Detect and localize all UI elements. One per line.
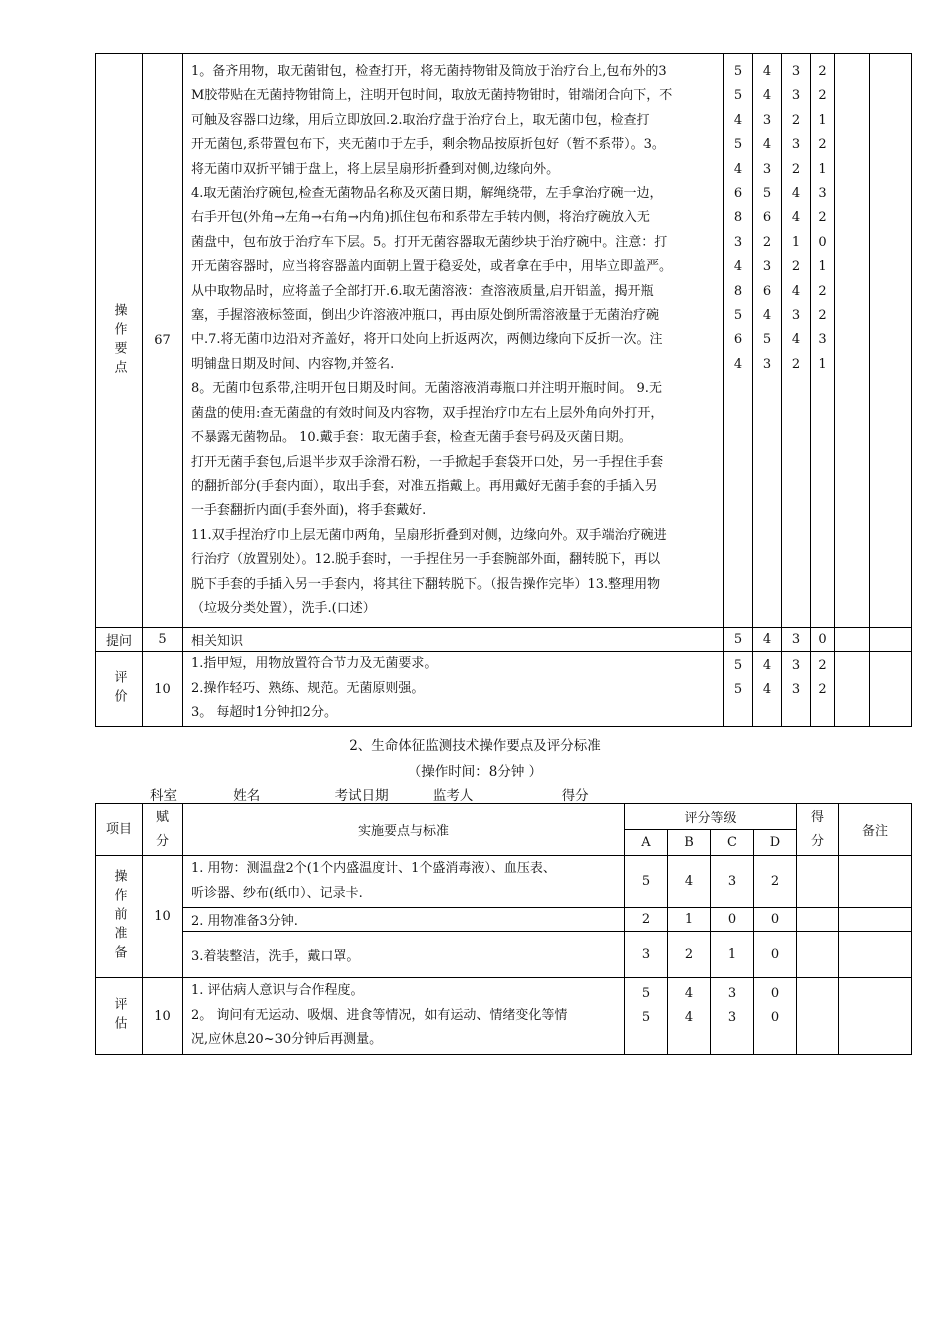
grade-value: 5 xyxy=(733,308,743,324)
grade-value: 4 xyxy=(733,259,743,275)
score-field[interactable] xyxy=(589,789,633,804)
grade-value: 1 xyxy=(711,932,754,978)
remark-cell[interactable] xyxy=(870,652,912,727)
grade-value: 2 xyxy=(625,908,668,932)
text-line: 菌盘的使用:查无菌盘的有效时间及内容物，双手捏治疗巾左右上层外角向外打开， xyxy=(191,405,664,421)
grade-value: 3 xyxy=(818,332,827,348)
grade-value: 5 xyxy=(733,64,743,79)
item-label: 操作要点 xyxy=(111,302,127,379)
grade-value: 4 xyxy=(791,186,801,202)
grade-value: 5 xyxy=(641,1010,651,1026)
grade-value: 3 xyxy=(791,658,801,673)
text-line: 2.操作轻巧、熟练、规范。无菌原则强。 xyxy=(191,680,425,696)
remark-cell[interactable] xyxy=(839,856,912,908)
name-field[interactable] xyxy=(260,789,330,804)
grade-value: 1 xyxy=(818,112,827,128)
grade-value: 4 xyxy=(762,682,772,698)
grade-d-cell xyxy=(811,652,835,727)
text-line: 一手套翻折内面(手套外面)，将手套戴好. xyxy=(191,503,427,519)
item-cell xyxy=(96,54,143,628)
text-line: 3。 每超时1分钟扣2分。 xyxy=(191,705,337,721)
text-line: 将无菌巾双折平铺于盘上，将上层呈扇形折叠到对侧,边缘向外。 xyxy=(191,161,560,177)
grade-value: 3 xyxy=(791,308,801,324)
text-line: 的翻折部分(手套内面），取出手套，对准五指戴上。再用戴好无菌手套的手插入另 xyxy=(191,478,658,494)
grade-value: 3 xyxy=(791,88,801,104)
grade-value: 3 xyxy=(782,628,811,652)
text-line: 可触及容器口边缘，用后立即放回.2.取治疗盘于治疗台上，取无菌巾包，检查打 xyxy=(191,112,650,128)
text-line: （垃圾分类处置），洗手.(口述） xyxy=(191,600,376,616)
text-line: 明铺盘日期及时间、内容物,并签名. xyxy=(191,356,395,372)
table-row xyxy=(96,932,912,978)
dept-label: 科室 xyxy=(150,788,177,804)
grade-value: 0 xyxy=(770,986,780,1001)
item-cell xyxy=(96,652,143,727)
points-cell: 10 xyxy=(143,978,183,1055)
content-cell: 3.着装整洁，洗手，戴口罩。 xyxy=(183,932,625,978)
text-line: 打开无菌手套包,后退半步双手涂滑石粉，一手掀起手套袋开口处，另一手捏住手套 xyxy=(191,454,664,470)
text-line: 从中取物品时，应将盖子全部打开.6.取无菌溶液：查溶液质量,启开铝盖，揭开瓶 xyxy=(191,283,654,299)
grade-value: 6 xyxy=(762,283,772,299)
grade-value: 2 xyxy=(791,259,801,275)
grade-value: 1 xyxy=(791,234,801,250)
grade-value: 4 xyxy=(791,332,801,348)
grade-c-cell xyxy=(782,54,811,628)
grade-d-cell xyxy=(754,978,797,1055)
score-cell[interactable] xyxy=(835,54,870,628)
grade-a-cell xyxy=(724,54,753,628)
grade-value: 3 xyxy=(762,161,772,177)
text-line: 1。备齐用物，取无菌钳包，检查打开，将无菌持物钳及筒放于治疗台上,包布外的3 xyxy=(191,64,667,79)
points-cell: 10 xyxy=(143,856,183,978)
grade-value: 2 xyxy=(818,64,827,79)
grade-a-cell xyxy=(625,978,668,1055)
grade-value: 5 xyxy=(625,856,668,908)
examiner-label: 监考人 xyxy=(432,788,474,804)
grade-value: 2 xyxy=(818,137,827,153)
item-cell xyxy=(96,978,143,1055)
remark-cell[interactable] xyxy=(839,978,912,1055)
text-line: 菌盘中，包布放于治疗车下层。5。打开无菌容器取无菌纱块于治疗碗中。注意：打 xyxy=(191,234,668,250)
grade-value: 8 xyxy=(733,210,743,226)
text-line: 脱下手套的手插入另一手套内，将其往下翻转脱下。（报告操作完毕）13.整理用物 xyxy=(191,576,661,592)
grade-b-cell xyxy=(753,54,782,628)
table-aseptic-technique xyxy=(95,53,912,727)
text-line: 中.7.将无菌巾边沿对齐盖好，将开口处向上折返两次，两侧边缘向下反折一次。注 xyxy=(191,332,663,348)
grade-value: 5 xyxy=(733,88,743,104)
grade-value: 3 xyxy=(818,186,827,202)
grade-value: 4 xyxy=(733,112,743,128)
header-points: 赋分 xyxy=(143,804,183,856)
grade-value: 4 xyxy=(668,856,711,908)
grade-value: 4 xyxy=(733,356,743,372)
header-grade-c: C xyxy=(711,830,754,856)
grade-value: 5 xyxy=(733,137,743,153)
date-field[interactable] xyxy=(389,789,429,804)
grade-value: 2 xyxy=(818,682,827,698)
grade-value: 5 xyxy=(733,682,743,698)
grade-d-cell xyxy=(811,54,835,628)
header-score: 得分 xyxy=(797,804,839,856)
text-line: 况,应休息20~30分钟后再测量。 xyxy=(191,1032,383,1048)
points-cell: 10 xyxy=(143,652,183,727)
info-line xyxy=(150,784,633,804)
item-label: 评估 xyxy=(111,997,127,1035)
text-line: 开无菌容器时，应当将容器盖内面朝上置于稳妥处，或者拿在手中，用毕立即盖严。 xyxy=(191,259,673,275)
text-line: 11.双手捏治疗巾上层无菌巾两角，呈扇形折叠到对侧，边缘向外。双手端治疗碗进 xyxy=(191,527,667,543)
score-cell[interactable] xyxy=(835,652,870,727)
header-grade: 评分等级 xyxy=(625,804,797,830)
table-row xyxy=(96,652,912,727)
grade-value: 2 xyxy=(754,856,797,908)
header-remark: 备注 xyxy=(839,804,912,856)
grade-value: 2 xyxy=(668,932,711,978)
grade-value: 3 xyxy=(711,856,754,908)
remark-cell[interactable] xyxy=(839,932,912,978)
grade-value: 5 xyxy=(762,186,772,202)
remark-cell[interactable] xyxy=(839,908,912,932)
score-cell[interactable] xyxy=(835,628,870,652)
grade-value: 1 xyxy=(668,908,711,932)
examiner-field[interactable] xyxy=(473,789,557,804)
grade-value: 3 xyxy=(791,682,801,698)
grade-value: 1 xyxy=(818,161,827,177)
text-line: 听诊器、纱布(纸巾）、记录卡. xyxy=(191,885,363,901)
grade-value: 5 xyxy=(762,332,772,348)
header-row xyxy=(96,804,912,830)
grade-value: 0 xyxy=(811,628,835,652)
grade-value: 2 xyxy=(818,308,827,324)
text-line: 4.取无菌治疗碗包,检查无菌物品名称及灭菌日期，解绳绕带，左手拿治疗碗一边， xyxy=(191,186,663,202)
text-line: 行治疗（放置别处）。12.脱手套时，一手捏住另一手套腕部外面，翻转脱下，再以 xyxy=(191,552,661,568)
text-line: 8。无菌巾包系带,注明开包日期及时间。无菌溶液消毒瓶口并注明开瓶时间。 9.无 xyxy=(191,381,662,397)
grade-value: 2 xyxy=(818,283,827,299)
grade-value: 3 xyxy=(625,932,668,978)
score-cell[interactable] xyxy=(797,908,839,932)
grade-value: 1 xyxy=(818,259,827,275)
remark-cell[interactable] xyxy=(870,54,912,628)
item-label: 评价 xyxy=(111,670,127,708)
grade-value: 4 xyxy=(684,986,694,1001)
content-cell: 2. 用物准备3分钟. xyxy=(183,908,625,932)
content-cell: 相关知识 xyxy=(183,628,724,652)
content-cell xyxy=(183,652,724,727)
content-cell xyxy=(183,978,625,1055)
grade-value: 2 xyxy=(818,210,827,226)
points-cell: 67 xyxy=(143,54,183,628)
grade-value: 4 xyxy=(753,628,782,652)
grade-value: 3 xyxy=(762,112,772,128)
grade-value: 3 xyxy=(791,64,801,79)
table-row xyxy=(96,908,912,932)
header-grade-a: A xyxy=(625,830,668,856)
grade-value: 3 xyxy=(791,137,801,153)
score-cell[interactable] xyxy=(797,856,839,908)
grade-b-cell xyxy=(668,978,711,1055)
grade-value: 4 xyxy=(762,64,772,79)
grade-value: 8 xyxy=(733,283,743,299)
grade-value: 1 xyxy=(818,356,827,372)
grade-value: 0 xyxy=(754,908,797,932)
table-row xyxy=(96,856,912,908)
text-line: 不暴露无菌物品。 10.戴手套：取无菌手套，检查无菌手套号码及灭菌日期。 xyxy=(191,430,632,446)
grade-value: 3 xyxy=(733,234,743,250)
grade-value: 5 xyxy=(724,628,753,652)
date-label: 考试日期 xyxy=(334,788,389,804)
grade-value: 4 xyxy=(762,137,772,153)
table-row xyxy=(96,628,912,652)
grade-value: 3 xyxy=(762,356,772,372)
content-cell xyxy=(183,856,625,908)
grade-value: 4 xyxy=(684,1010,694,1026)
grade-value: 4 xyxy=(762,308,772,324)
grade-value: 2 xyxy=(818,658,827,673)
grade-value: 3 xyxy=(762,259,772,275)
section-title: 2、生命体征监测技术操作要点及评分标准 xyxy=(349,738,601,754)
table-row xyxy=(96,978,912,1055)
header-grade-b: B xyxy=(668,830,711,856)
text-line: 开无菌包,系带置包布下，夹无菌巾于左手，剩余物品按原折包好（暂不系带）。3。 xyxy=(191,137,665,153)
grade-value: 2 xyxy=(818,88,827,104)
text-line: M胶带贴在无菌持物钳筒上，注明开包时间，取放无菌持物钳时，钳端闭合向下，不 xyxy=(191,88,673,104)
header-content: 实施要点与标准 xyxy=(183,804,625,856)
content-lines xyxy=(191,60,717,621)
item-cell xyxy=(96,856,143,978)
grade-value: 6 xyxy=(762,210,772,226)
item-label: 操作前准备 xyxy=(111,869,127,964)
score-label: 得分 xyxy=(561,788,589,804)
text-line: 1. 用物：测温盘2个(1个内盛温度计、1个盛消毒液）、血压表、 xyxy=(191,861,556,877)
name-label: 姓名 xyxy=(233,788,261,804)
grade-value: 4 xyxy=(791,283,801,299)
grade-value: 2 xyxy=(791,112,801,128)
content-cell xyxy=(183,54,724,628)
grade-value: 2 xyxy=(791,356,801,372)
grade-value: 4 xyxy=(791,210,801,226)
text-line: 1. 评估病人意识与合作程度。 xyxy=(191,983,364,999)
table-vital-signs xyxy=(95,803,912,1055)
grade-value: 5 xyxy=(641,986,651,1001)
header-grade-d: D xyxy=(754,830,797,856)
score-cell[interactable] xyxy=(797,932,839,978)
grade-value: 0 xyxy=(711,908,754,932)
grade-value: 0 xyxy=(770,1010,780,1026)
grade-value: 4 xyxy=(762,88,772,104)
table-row xyxy=(96,54,912,628)
item-label: 提问 xyxy=(96,628,143,652)
grade-a-cell xyxy=(724,652,753,727)
grade-b-cell xyxy=(753,652,782,727)
grade-value: 4 xyxy=(733,161,743,177)
grade-value: 3 xyxy=(727,986,737,1001)
points-cell: 5 xyxy=(143,628,183,652)
grade-value: 5 xyxy=(733,658,743,673)
grade-c-cell xyxy=(711,978,754,1055)
score-cell[interactable] xyxy=(797,978,839,1055)
grade-value: 2 xyxy=(791,161,801,177)
section-time: （操作时间：8分钟 ） xyxy=(407,764,543,780)
grade-value: 0 xyxy=(818,234,827,250)
text-line: 塞，手握溶液标签面，倒出少许溶液冲瓶口，再由原处倒所需溶液量于无菌治疗碗 xyxy=(191,308,660,324)
text-line: 2。 询问有无运动、吸烟、进食等情况，如有运动、情绪变化等情 xyxy=(191,1007,568,1023)
text-line: 1.指甲短，用物放置符合节力及无菌要求。 xyxy=(191,656,438,672)
remark-cell[interactable] xyxy=(870,628,912,652)
dept-field[interactable] xyxy=(177,789,229,804)
grade-value: 6 xyxy=(733,186,743,202)
grade-value: 2 xyxy=(762,234,772,250)
text-line: 右手开包(外角→左角→右角→内角)抓住包布和系带左手转内侧，将治疗碗放入无 xyxy=(191,210,650,226)
grade-value: 6 xyxy=(733,332,743,348)
grade-value: 0 xyxy=(754,932,797,978)
header-item: 项目 xyxy=(96,804,143,856)
grade-c-cell xyxy=(782,652,811,727)
grade-value: 3 xyxy=(727,1010,737,1026)
grade-value: 4 xyxy=(762,658,772,673)
